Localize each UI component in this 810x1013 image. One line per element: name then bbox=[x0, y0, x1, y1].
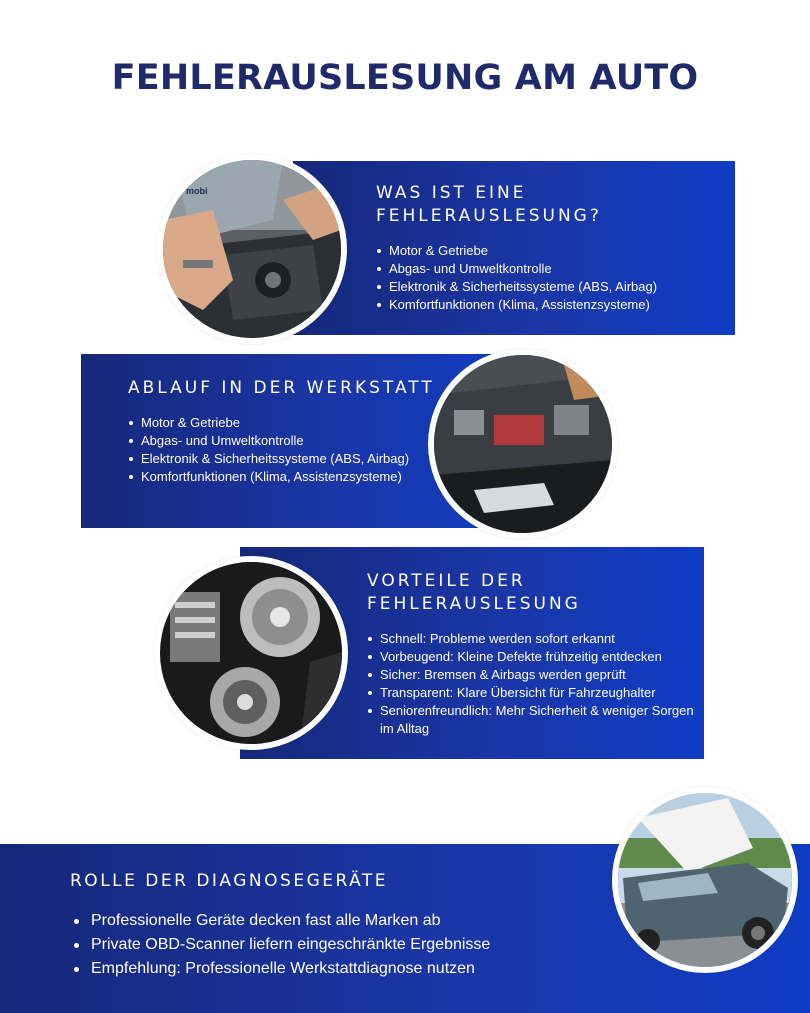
list-item: Motor & Getriebe bbox=[128, 414, 458, 432]
list-item: Transparent: Klare Übersicht für Fahrzeughalter bbox=[367, 684, 697, 702]
section-text bbox=[367, 570, 697, 738]
section-text bbox=[376, 182, 726, 314]
broken-down-car-photo bbox=[612, 787, 798, 973]
list-item: Abgas- und Umweltkontrolle bbox=[128, 432, 458, 450]
list-item: Seniorenfreundlich: Mehr Sicherheit & weniger Sorgen im Alltag bbox=[367, 702, 697, 738]
section-heading: ABLAUF IN DER WERKSTATT bbox=[128, 378, 435, 398]
list-item: Private OBD-Scanner liefern eingeschränkte Ergebnisse bbox=[70, 933, 600, 957]
list-item: Motor & Getriebe bbox=[376, 242, 726, 260]
bullet-list bbox=[376, 242, 726, 314]
open-hood-engine-photo bbox=[428, 349, 618, 539]
list-item: Vorbeugend: Kleine Defekte frühzeitig entdecken bbox=[367, 648, 697, 666]
list-item: Elektronik & Sicherheitssysteme (ABS, Airbag) bbox=[376, 278, 726, 296]
section-was-ist bbox=[293, 161, 735, 335]
mechanic-engine-photo bbox=[157, 154, 347, 344]
section-text bbox=[128, 377, 458, 486]
engine-pulley-photo bbox=[154, 556, 348, 750]
section-heading: VORTEILE DER FEHLERAUSLESUNG bbox=[367, 571, 581, 614]
bullet-list bbox=[128, 414, 458, 486]
logo-text: mobi bbox=[186, 186, 208, 196]
bullet-list bbox=[70, 909, 600, 981]
list-item: Komfortfunktionen (Klima, Assistenzsysteme) bbox=[376, 296, 726, 314]
section-text bbox=[70, 870, 600, 981]
list-item: Professionelle Geräte decken fast alle Marken ab bbox=[70, 909, 600, 933]
list-item: Empfehlung: Professionelle Werkstattdiagnose nutzen bbox=[70, 957, 600, 981]
list-item: Schnell: Probleme werden sofort erkannt bbox=[367, 630, 697, 648]
section-heading: WAS IST EINE FEHLERAUSLESUNG? bbox=[376, 183, 602, 226]
list-item: Sicher: Bremsen & Airbags werden geprüft bbox=[367, 666, 697, 684]
bullet-list bbox=[367, 630, 697, 738]
list-item: Abgas- und Umweltkontrolle bbox=[376, 260, 726, 278]
list-item: Elektronik & Sicherheitssysteme (ABS, Airbag) bbox=[128, 450, 458, 468]
section-heading: ROLLE DER DIAGNOSEGERÄTE bbox=[70, 871, 389, 891]
list-item: Komfortfunktionen (Klima, Assistenzsysteme) bbox=[128, 468, 458, 486]
page-title: FEHLERAUSLESUNG AM AUTO bbox=[111, 58, 699, 98]
